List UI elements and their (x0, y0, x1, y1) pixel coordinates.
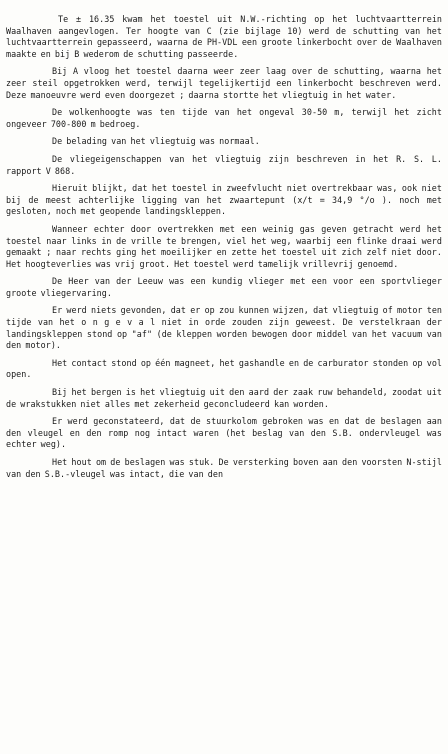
paragraph-engine-settings: Het contact stond op één magneet, het gashandle en de carburator stonden op vol open. (6, 357, 442, 380)
paragraph-stall-behaviour: Hieruit blijkt, dat het toestel in zweefvlucht niet overtrekbaar was, ook niet bij de meest achterlijke ligging van het zwaartepunt (x/t = 34,9 °/o ). noch met gesloten, noch met geopende landingskleppen. (6, 183, 442, 217)
paragraph-control-column: Er werd geconstateerd, dat de stuurkolom gebroken was en dat de beslagen aan den vleugel en den romp nog intact waren (het beslag van den S.B. ondervleugel was echter weg). (6, 416, 442, 450)
paragraph-maneuver: Bij A vloog het toestel daarna weer zeer laag over de schutting, waarna het zeer steil opgetrokken werd, terwijl tegelijkertijd een linkerbocht beschreven werd. Deze manoeuvre werd even doorgezet ; daarna stortte het vliegtuig in het water. (6, 66, 442, 100)
paragraph-flight-characteristics: De vliegeigenschappen van het vliegtuig zijn beschreven in het R. S. L. rapport V 868. (6, 153, 442, 176)
paragraph-salvage: Bij het bergen is het vliegtuig uit den aard der zaak ruw behandeld, zoodat uit de wrakstukken niet alles met zekerheid geconcludeerd kan worden. (6, 387, 442, 409)
paragraph-pilot: De Heer van der Leeuw was een kundig vlieger met een voor een sportvlieger groote vliegervaring. (6, 276, 442, 298)
document-body (6, 14, 442, 480)
paragraph-approach: Te ± 16.35 kwam het toestel uit N.W.-richting op het luchtvaartterrein Waalhaven aangevlogen. Ter hoogte van C (zie bijlage 10) werd de schutting van het luchtvaartterrein gepasseerd, waarna de PH-VDL een groote linkerbocht over de Waalhaven maakte en bij B wederom de schutting passeerde. (6, 14, 442, 59)
paragraph-spin-behaviour: Wanneer echter door overtrekken met een weinig gas geven getracht werd het toestel naar links in de vrille te brengen, viel het weg, waarbij een flinke draai werd gemaakt ; naar rechts ging het moeilijker en zette het toestel uit zich zelf niet door. Het hoogteverlies was vrij groot. Het toestel werd tamelijk vrillevrij genoemd. (6, 223, 442, 269)
paragraph-findings: Er werd niets gevonden, dat er op zou kunnen wijzen, dat vliegtuig of motor ten tijde van het o n g e v a l niet in orde zouden zijn geweest. De verstelkraan der landingskleppen stond op "af" (de kleppen worden bewogen door middel van het vacuum van den motor). (6, 305, 442, 351)
paragraph-fittings: Het hout om de beslagen was stuk. De versterking boven aan den voorsten N-stijl van den S.B.-vleugel was intact, die van den (6, 457, 442, 479)
paragraph-weather: De wolkenhoogte was ten tijde van het ongeval 30-50 m, terwijl het zicht ongeveer 700-800 m bedroeg. (6, 107, 442, 129)
paragraph-loading: De belading van het vliegtuig was normaal. (52, 136, 260, 147)
